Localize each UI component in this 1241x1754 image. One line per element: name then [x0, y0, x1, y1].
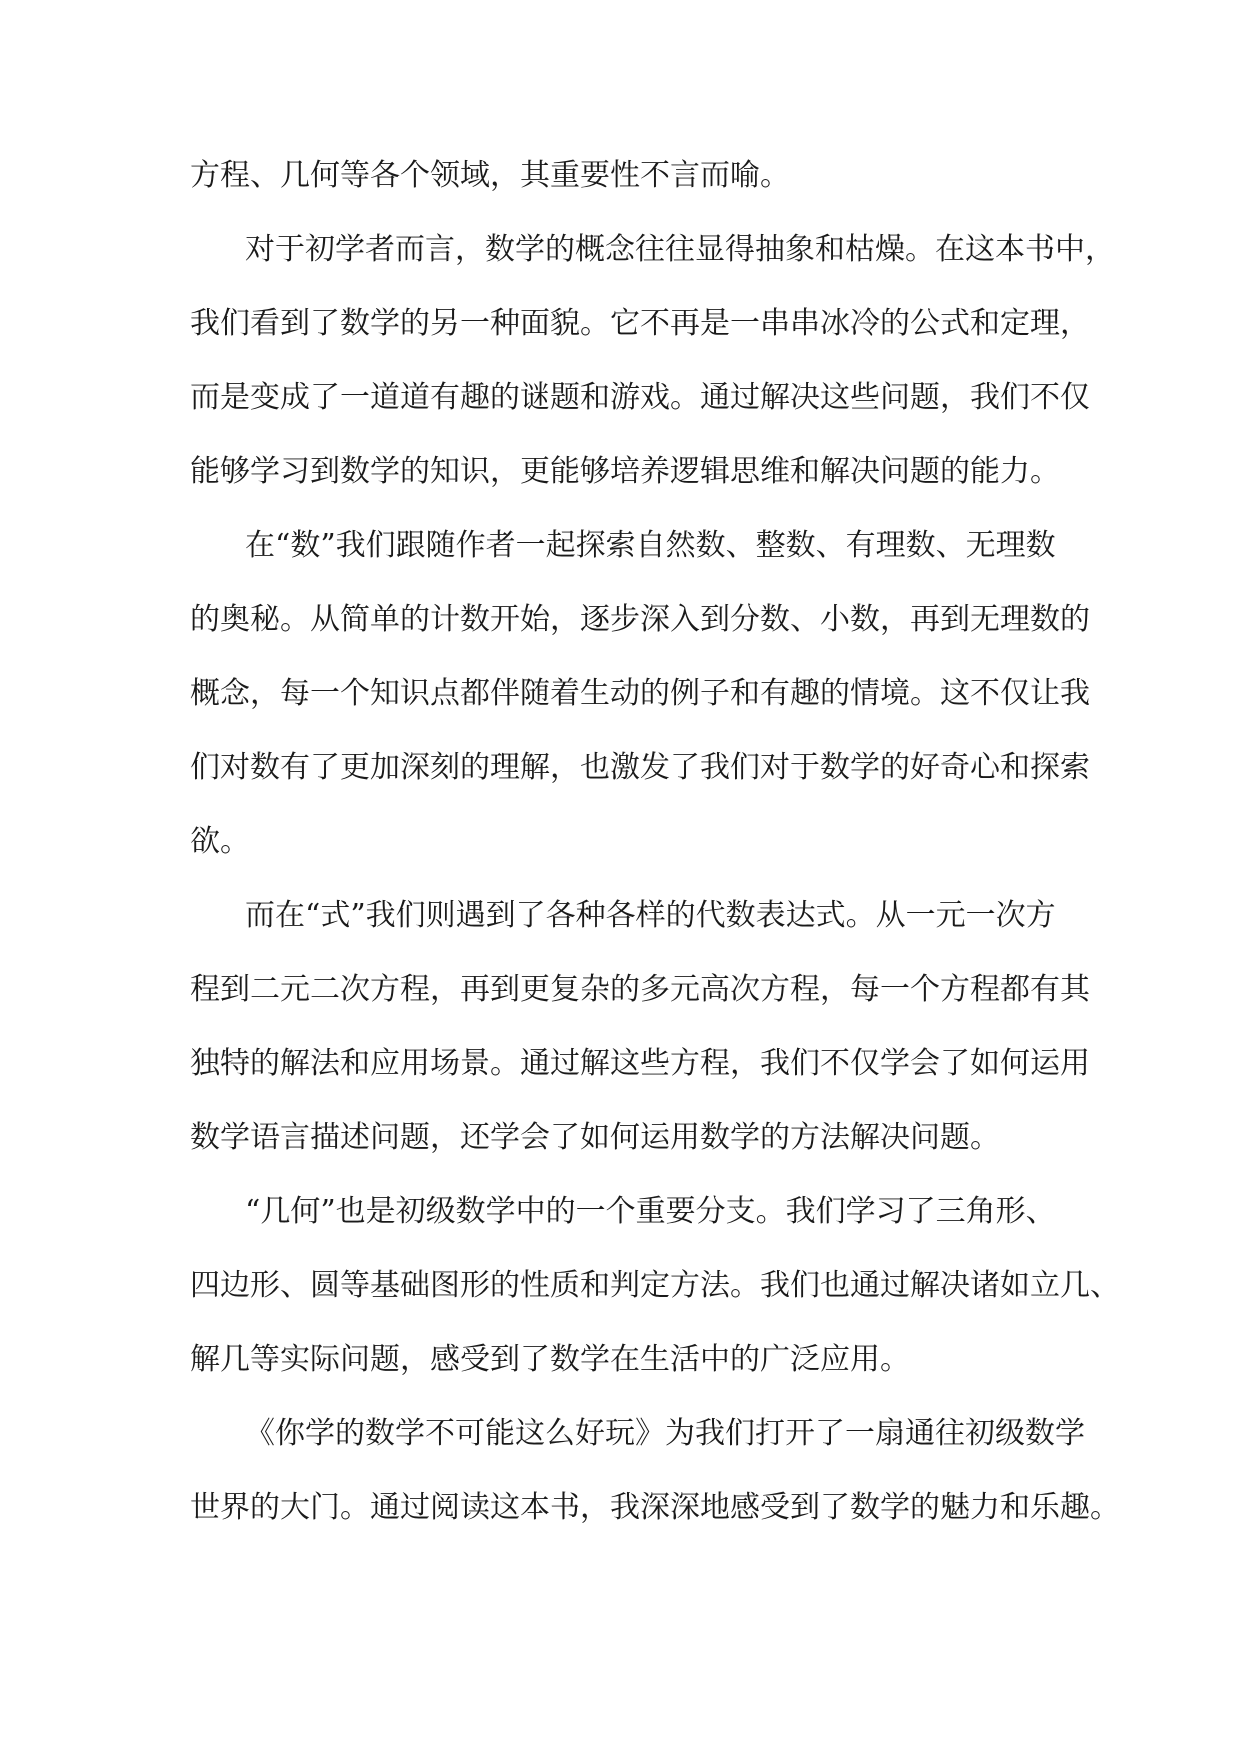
text-line: 四边形、圆等基础图形的性质和判定方法。我们也通过解决诸如立几、: [190, 1268, 1120, 1303]
paragraph-first-line: “几何”也是初级数学中的一个重要分支。我们学习了三角形、: [245, 1194, 1056, 1229]
text-line: 能够学习到数学的知识，更能够培养逻辑思维和解决问题的能力。: [190, 454, 1060, 489]
text-line: 而是变成了一道道有趣的谜题和游戏。通过解决这些问题，我们不仅: [190, 380, 1090, 415]
paragraph-first-line: 对于初学者而言，数学的概念往往显得抽象和枯燥。在这本书中，: [245, 232, 1115, 267]
text-line: 们对数有了更加深刻的理解，也激发了我们对于数学的好奇心和探索: [190, 750, 1090, 785]
text-line: 解几等实际问题，感受到了数学在生活中的广泛应用。: [190, 1342, 910, 1377]
text-line: 我们看到了数学的另一种面貌。它不再是一串串冰冷的公式和定理，: [190, 306, 1090, 341]
text-line: 概念，每一个知识点都伴随着生动的例子和有趣的情境。这不仅让我: [190, 676, 1090, 711]
text-line: 方程、几何等各个领域，其重要性不言而喻。: [190, 158, 790, 193]
text-line: 的奥秘。从简单的计数开始，逐步深入到分数、小数，再到无理数的: [190, 602, 1090, 637]
text-line: 欲。: [190, 824, 250, 859]
text-line: 世界的大门。通过阅读这本书，我深深地感受到了数学的魅力和乐趣。: [190, 1490, 1120, 1525]
text-line: 程到二元二次方程，再到更复杂的多元高次方程，每一个方程都有其: [190, 972, 1090, 1007]
paragraph-first-line: 《你学的数学不可能这么好玩》为我们打开了一扇通往初级数学: [245, 1416, 1085, 1451]
paragraph-first-line: 而在“式”我们则遇到了各种各样的代数表达式。从一元一次方: [245, 898, 1056, 933]
text-line: 独特的解法和应用场景。通过解这些方程，我们不仅学会了如何运用: [190, 1046, 1090, 1081]
text-line: 数学语言描述问题，还学会了如何运用数学的方法解决问题。: [190, 1120, 1000, 1155]
paragraph-first-line: 在“数”我们跟随作者一起探索自然数、整数、有理数、无理数: [245, 528, 1056, 563]
